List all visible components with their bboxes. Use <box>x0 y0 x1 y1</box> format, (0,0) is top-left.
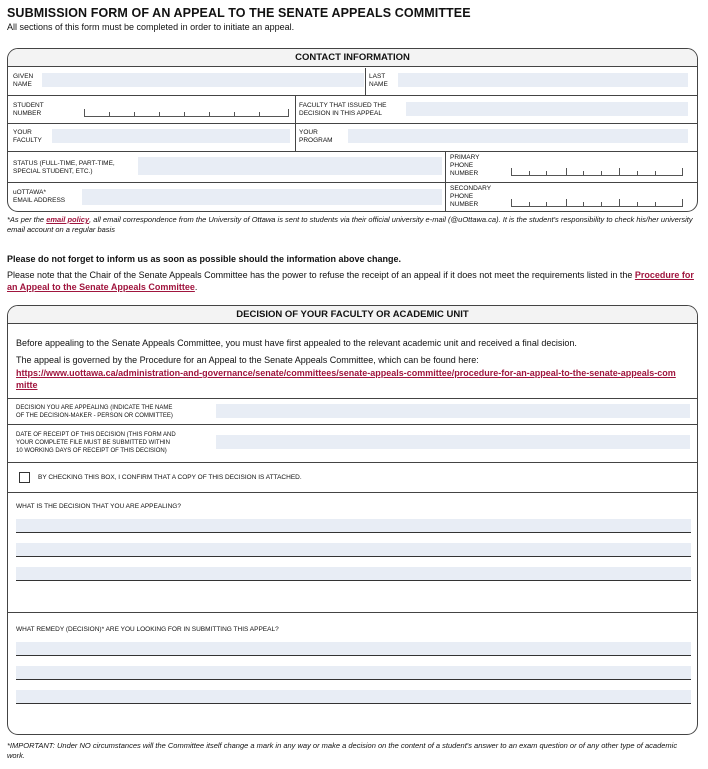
tick <box>109 112 110 116</box>
decision-heading: DECISION OF YOUR FACULTY OR ACADEMIC UNIT <box>8 306 697 324</box>
tick <box>184 112 185 116</box>
email-input[interactable] <box>82 189 442 205</box>
tick <box>209 112 210 116</box>
faculty-row <box>8 123 697 151</box>
email-row <box>8 182 697 212</box>
secondary-phone-input[interactable] <box>511 199 683 207</box>
divider <box>295 124 296 151</box>
chair-note-prefix: Please note that the Chair of the Senate Appeals Committee has the power to refuse the receipt of an appeal if it does not meet the requirements listed in the <box>7 270 635 280</box>
last-name-label: LAST NAME <box>369 73 388 88</box>
checkbox-row <box>8 462 697 492</box>
faculty-issued-input[interactable] <box>406 102 688 116</box>
status-row <box>8 151 697 182</box>
tick <box>159 112 160 116</box>
what-decision-line-3[interactable] <box>16 567 691 581</box>
tick <box>234 112 235 116</box>
what-decision-line-2[interactable] <box>16 543 691 557</box>
important-note: *IMPORTANT: Under NO circumstances will the Committee itself change a mark in any way or make a decision on the content of a student's answer to an exam question or of any other type of academic work. <box>7 741 678 760</box>
what-remedy-row <box>8 612 697 735</box>
divider <box>445 183 446 212</box>
inform-note: Please do not forget to inform us as soon as possible should the information above change. <box>7 254 402 264</box>
tick <box>619 199 620 206</box>
tick <box>682 199 683 206</box>
decision-appealing-row <box>8 398 697 424</box>
tick <box>637 171 638 175</box>
form-subtitle: All sections of this form must be completed in order to initiate an appeal. <box>7 22 295 32</box>
tick <box>583 171 584 175</box>
tick <box>601 171 602 175</box>
status-input[interactable] <box>138 157 442 175</box>
your-program-label: YOUR PROGRAM <box>299 129 333 144</box>
tick <box>566 199 567 206</box>
form-title: SUBMISSION FORM OF AN APPEAL TO THE SENATE APPEALS COMMITTEE <box>7 6 471 20</box>
given-name-label: GIVEN NAME <box>13 73 34 88</box>
date-receipt-input[interactable] <box>216 435 690 449</box>
tick <box>546 171 547 175</box>
tick <box>601 202 602 206</box>
primary-phone-label: PRIMARY PHONE NUMBER <box>450 154 480 177</box>
what-decision-line-1[interactable] <box>16 519 691 533</box>
tick <box>529 171 530 175</box>
what-remedy-line-2[interactable] <box>16 666 691 680</box>
date-receipt-label: DATE OF RECEIPT OF THIS DECISION (THIS FORM AND YOUR COMPLETE FILE MUST BE SUBMITTED WITHIN 10 WORKING DAYS OF RECEIPT OF THIS DECISION) <box>16 432 176 454</box>
divider <box>445 152 446 182</box>
email-policy-link[interactable]: email policy <box>46 215 90 224</box>
tick <box>546 202 547 206</box>
date-receipt-row <box>8 424 697 462</box>
primary-phone-input[interactable] <box>511 168 683 176</box>
secondary-phone-label: SECONDARY PHONE NUMBER <box>450 185 492 208</box>
contact-section <box>7 48 698 212</box>
tick <box>288 109 289 116</box>
governed-text: The appeal is governed by the Procedure for an Appeal to the Senate Appeals Committee, which can be found here: <box>16 355 479 365</box>
before-text: Before appealing to the Senate Appeals Committee, you must have first appealed to the relevant academic unit and received a final decision. <box>16 338 577 348</box>
tick <box>637 202 638 206</box>
decision-section <box>7 305 698 735</box>
tick <box>682 168 683 175</box>
name-row <box>8 68 697 95</box>
what-decision-label: WHAT IS THE DECISION THAT YOU ARE APPEALING? <box>16 503 181 510</box>
tick <box>583 202 584 206</box>
tick <box>259 112 260 116</box>
student-number-label: STUDENT NUMBER <box>13 102 44 117</box>
your-program-input[interactable] <box>348 129 688 143</box>
contact-heading: CONTACT INFORMATION <box>8 49 697 67</box>
your-faculty-input[interactable] <box>52 129 290 143</box>
divider <box>295 96 296 123</box>
tick <box>511 199 512 206</box>
email-label: uOTTAWA* EMAIL ADDRESS <box>13 189 66 204</box>
chair-note <box>7 269 697 293</box>
last-name-input[interactable] <box>398 73 688 87</box>
decision-attached-checkbox[interactable] <box>19 472 30 483</box>
divider <box>365 68 366 95</box>
tick <box>84 109 85 116</box>
tick <box>566 168 567 175</box>
chair-note-suffix: . <box>194 282 198 292</box>
email-note-prefix: *As per the <box>7 215 47 224</box>
decision-appealing-input[interactable] <box>216 404 690 418</box>
status-label: STATUS (FULL-TIME, PART-TIME, SPECIAL STUDENT, ETC.) <box>13 160 115 175</box>
your-faculty-label: YOUR FACULTY <box>13 129 42 144</box>
tick <box>655 202 656 206</box>
tick <box>655 171 656 175</box>
what-remedy-line-1[interactable] <box>16 642 691 656</box>
procedure-url-link[interactable]: https://www.uottawa.ca/administration-and-governance/senate/committees/senate-appeals-committee/procedure-for-an-appeal-to-the-senate-appeals-committe <box>16 368 676 390</box>
procedure-link[interactable]: Procedure for an Appeal to the Senate Appeals Committee <box>7 270 694 292</box>
tick <box>619 168 620 175</box>
decision-appealing-label: DECISION YOU ARE APPEALING (INDICATE THE NAME OF THE DECISION-MAKER - PERSON OR COMMITTEE) <box>16 405 173 419</box>
student-number-input[interactable] <box>84 109 289 117</box>
faculty-issued-label: FACULTY THAT ISSUED THE DECISION IN THIS APPEAL <box>299 102 387 117</box>
email-policy-note <box>7 215 697 235</box>
what-decision-row <box>8 492 697 612</box>
tick <box>511 168 512 175</box>
tick <box>134 112 135 116</box>
checkbox-label: BY CHECKING THIS BOX, I CONFIRM THAT A COPY OF THIS DECISION IS ATTACHED. <box>38 474 302 481</box>
what-remedy-label: WHAT REMEDY (DECISION)* ARE YOU LOOKING FOR IN SUBMITTING THIS APPEAL? <box>16 626 279 633</box>
student-row <box>8 95 697 123</box>
tick <box>529 202 530 206</box>
given-name-input[interactable] <box>42 73 364 87</box>
what-remedy-line-3[interactable] <box>16 690 691 704</box>
email-note-suffix: , all email correspondence from the University of Ottawa is sent to students via their official university e-mail (@uOttawa.ca). It is the student's responsibility to check his/her university email account on a regular basis <box>7 215 693 234</box>
